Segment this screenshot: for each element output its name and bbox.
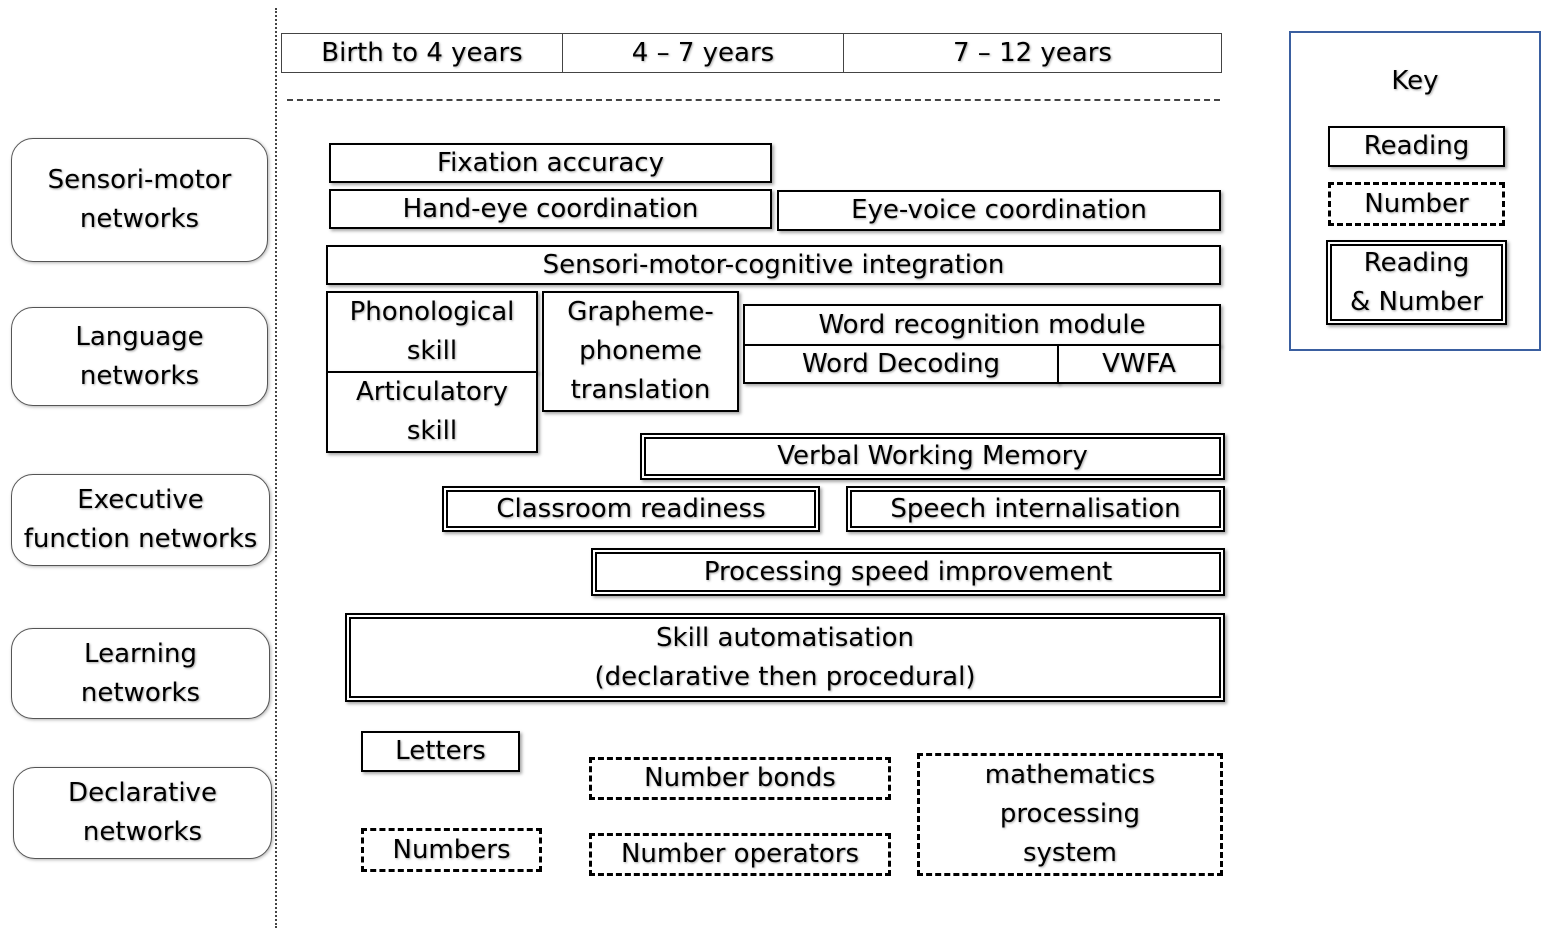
classroom-readiness-box: Classroom readiness [442, 486, 820, 532]
age-band-birth-4: Birth to 4 years [281, 33, 562, 73]
learning-networks-label: Learning networks [11, 628, 270, 719]
vertical-divider [275, 8, 277, 928]
hand-eye-coordination-box: Hand-eye coordination [329, 189, 772, 229]
grapheme-phoneme-translation-box: Grapheme- phoneme translation [542, 291, 739, 412]
age-band-7-12: 7 – 12 years [843, 33, 1222, 73]
sensori-motor-networks-label: Sensori-motor networks [11, 138, 268, 262]
key-reading-number-box: Reading & Number [1326, 240, 1507, 325]
eye-voice-coordination-box: Eye-voice coordination [777, 190, 1221, 231]
phonological-skill-box: Phonological skill [326, 291, 538, 373]
mathematics-processing-system-box: mathematics processing system [917, 753, 1223, 876]
key-number-box: Number [1328, 182, 1505, 226]
letters-box: Letters [361, 731, 520, 772]
articulatory-skill-box: Articulatory skill [326, 371, 538, 453]
numbers-box: Numbers [361, 828, 542, 872]
key-title: Key [1391, 66, 1439, 96]
speech-internalisation-box: Speech internalisation [846, 486, 1225, 532]
processing-speed-improvement-box: Processing speed improvement [591, 548, 1225, 596]
number-operators-box: Number operators [589, 833, 891, 876]
verbal-working-memory-box: Verbal Working Memory [640, 433, 1225, 480]
fixation-accuracy-box: Fixation accuracy [329, 143, 772, 183]
executive-function-networks-label: Executive function networks [11, 474, 270, 566]
number-bonds-box: Number bonds [589, 757, 891, 800]
skill-automatisation-box: Skill automatisation (declarative then procedural) [345, 613, 1225, 702]
vwfa-box: VWFA [1057, 344, 1221, 384]
age-band-4-7: 4 – 7 years [562, 33, 843, 73]
key-reading-box: Reading [1328, 126, 1505, 167]
declarative-networks-label: Declarative networks [13, 767, 272, 859]
word-decoding-box: Word Decoding [743, 344, 1059, 384]
word-recognition-module-box: Word recognition module [743, 304, 1221, 346]
horizontal-divider [287, 99, 1220, 101]
language-networks-label: Language networks [11, 307, 268, 406]
sensori-motor-cognitive-integration-box: Sensori-motor-cognitive integration [326, 245, 1221, 285]
